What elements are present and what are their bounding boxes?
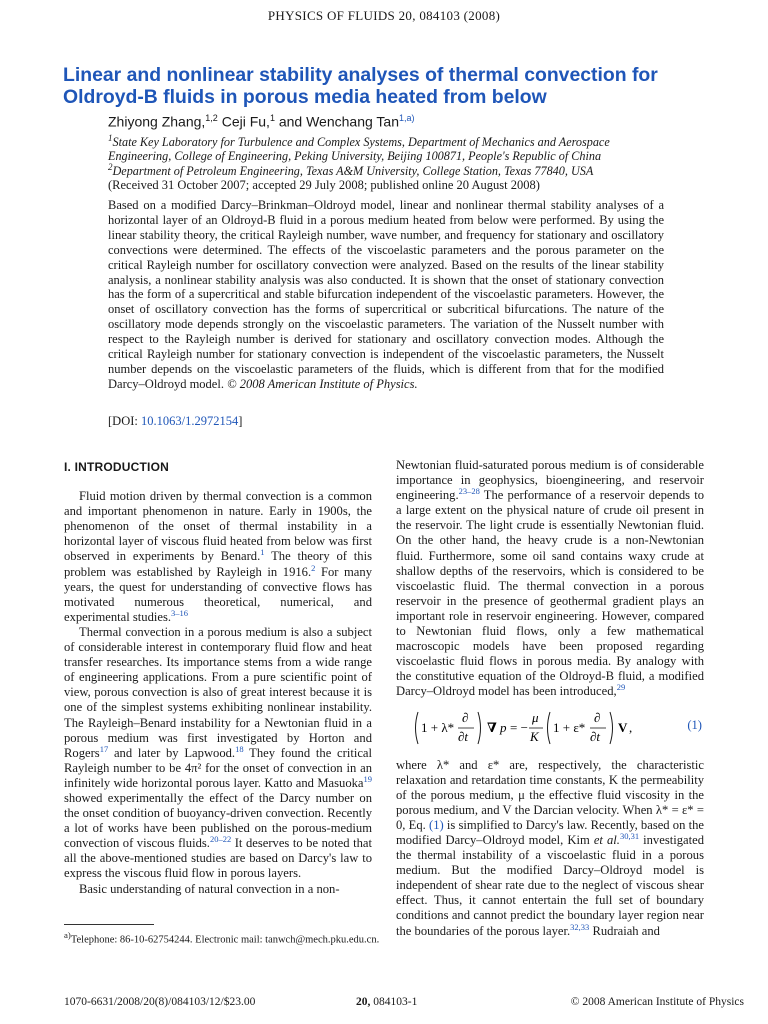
footnote xyxy=(64,930,379,946)
svg-text:V: V xyxy=(618,719,628,735)
svg-text:μ: μ xyxy=(532,709,539,725)
svg-text:1 + λ*: 1 + λ* xyxy=(421,719,455,735)
author-affil-mark: 1 xyxy=(269,113,275,123)
citation-link[interactable]: 20–22 xyxy=(209,834,232,845)
paragraph: Newtonian fluid-saturated porous medium is of considerable importance in geophysics, bioengineering, and reservoir engineering.$^{23-28}$ The performance of a reservoir depends to a large extent on the physical nature of crude oil present in the reservoir. The light crude is essentially Newtonian fluid. On the other hand, the heavy crude is a non-Newtonian fluid. Furthermore, some oil sand contains waxy crude at shallow depths of the reservoirs, which is considered to be viscoelastic fluid. The thermal convection in a porous reservoir in the presence of geothermal gradient plays an important role in reservoir engineering. However, compared to Newtonian fluid flows, only a few mathematical macroscopic models have been proposed regarding viscoelastic fluid flows in porous media. By analogy with the constitutive equation of the Oldroyd-B fluid, a modified Darcy–Oldroyd model has been introduced,$^{29}$ xyxy=(396,458,704,699)
author-footnote-link[interactable]: 1,a) xyxy=(398,113,415,123)
citation-link[interactable]: 1 xyxy=(260,547,265,558)
svg-text:1 + ε*: 1 + ε* xyxy=(553,719,586,735)
paragraph: Fluid motion driven by thermal convection is a common and important phenomenon in nature. Early in 1900s, the phenomenon of the onset of thermal instability in a horizontal layer of viscous fluid heated from below was first observed in experiments by Benard.$^1$ The theory of this problem was established by Rayleigh in 1916.$^2$ For many years, the quest for understanding of convective flows has motivated numerous theoretical, numerical, and experimental studies.$^{3-16}$ xyxy=(64,489,373,624)
footnote-mark: a) xyxy=(64,930,71,940)
equation-ref-link[interactable]: (1) xyxy=(429,817,444,832)
paragraph: Basic understanding of natural convection in a non- xyxy=(79,881,340,896)
paper-title: Linear and nonlinear stability analyses of thermal convection for Oldroyd-B fluids in porous media heated from below xyxy=(63,64,658,108)
equation-number[interactable]: (1) xyxy=(687,717,702,732)
affil-mark: 2 xyxy=(108,162,113,172)
affil-text: State Key Laboratory for Turbulence and Complex Systems, Department of Mechanics and Aerospace Engineering, College of Engineering, Peking University, Beijing 100871, People's Republic of China xyxy=(108,135,610,164)
svg-text:∂: ∂ xyxy=(462,709,469,725)
citation-link[interactable]: 2 xyxy=(311,562,316,573)
citation-link[interactable]: 18 xyxy=(235,743,244,754)
abstract xyxy=(108,198,664,392)
abstract-text: Based on a modified Darcy–Brinkman–Oldroyd model, linear and nonlinear thermal stability analyses of a horizontal layer of an Oldroyd-B fluid in a porous medium heated from below were performed. By using the linear stability theory, the critical Rayleigh number, wave number, and frequency for stationary and oscillatory convections were determined. The effects of the viscoelastic parameters and the porous parameter on the critical Rayleigh number for oscillatory convection were analyzed. Based on the results of the linear stability analysis, a nonlinear stability analysis was also conducted. It is shown that the onset of stationary convection has the form of a supercritical and stable bifurcation independent of the viscoelastic parameters. However, the onset of oscillatory convection has the forms of supercritical or subcritical bifurcations. The nature of the oscillatory mode depends strongly on the viscoelastic parameters. The variation of the Nusselt number with respect to the Rayleigh number is derived for stationary and oscillatory convection modes. Although the critical Rayleigh number for stationary convection is independent of the viscoelastic parameters, the Nusselt number depends on the viscoelastic parameters of the fluids, which is different from that for the modified Darcy–Oldroyd model. xyxy=(108,198,664,391)
citation-link[interactable]: 17 xyxy=(99,743,109,754)
svg-text:∂t: ∂t xyxy=(458,728,469,744)
author-name: and Wenchang Tan xyxy=(274,113,399,130)
doi-suffix: ] xyxy=(238,414,243,428)
citation-link[interactable]: 23–28 xyxy=(458,486,480,496)
doi xyxy=(108,414,242,429)
left-column xyxy=(64,458,372,897)
footer-page-number: 20, 084103-1 xyxy=(356,996,418,1008)
affil-text: Department of Petroleum Engineering, Texas A&M University, College Station, Texas 77840, USA xyxy=(112,164,594,179)
footer-issn: 1070-6631/2008/20(8)/084103/12/$23.00 xyxy=(64,996,256,1008)
author-name: Zhiyong Zhang, xyxy=(108,113,206,130)
section-heading: I. INTRODUCTION xyxy=(64,460,169,474)
author-affil-mark: 1,2 xyxy=(205,113,218,123)
right-column xyxy=(396,458,704,939)
received-dates: (Received 31 October 2007; accepted 29 July 2008; published online 20 August 2008) xyxy=(108,178,540,192)
svg-text:= −: = − xyxy=(510,719,528,735)
author-list xyxy=(108,113,415,130)
doi-prefix: [DOI: xyxy=(108,414,141,428)
author-name: Ceji Fu, xyxy=(217,113,270,130)
darcy-oldroyd-equation xyxy=(412,708,652,748)
svg-text:∇: ∇ xyxy=(487,719,497,735)
svg-text:∂t: ∂t xyxy=(590,728,601,744)
citation-link[interactable]: 29 xyxy=(616,682,626,693)
svg-text:p: p xyxy=(500,719,507,735)
svg-text:,: , xyxy=(629,719,633,735)
paragraph: where λ* and ε* are, respectively, the characteristic relaxation and retardation time constants, K the permeability of the porous medium, μ the effective fluid viscosity in the porous medium, and V the Darcian velocity. When λ* = ε* = 0, Eq. (1) is simplified to Darcy's law. Recently, based on the modified Darcy–Oldroyd model, Kim et al.$^{30,31}$ investigated the thermal instability of a viscoelastic fluid in a porous medium. But the modified Darcy–Oldroyd model is independent of shear rate due to the neglect of viscous shear effect. Thus, it cannot entertain the full set of boundary conditions and cannot predict the boundary layer region near the boundaries of the porous layer.$^{32,33}$ Rudraiah and xyxy=(396,757,704,938)
citation-link[interactable]: 32,33 xyxy=(570,921,590,932)
svg-text:∂: ∂ xyxy=(594,709,601,725)
citation-link[interactable]: 30,31 xyxy=(619,830,640,841)
footer-copyright: © 2008 American Institute of Physics xyxy=(570,996,744,1008)
paragraph: Thermal convection in a porous medium is also a subject of considerable interest in contemporary fluid flow and heat transfer researches. Its importance stems from a wide range of engineering applications. From a pure scientific point of view, porous convection is also of great interest because it is one of the simplest systems exhibiting nonlinear instability. The Rayleigh–Benard instability for a Newtonian fluid in a porous medium was first investigated by Horton and Rogers$^{17}$ and later by Lapwood.$^{18}$ They found the critical Rayleigh number to be 4π² for the onset of convection in an infinitely wide horizontal porous layer. Katto and Masuoka$^{19}$ showed experimentally the effect of the Darcy number on the onset condition of buoyancy-driven convection. Recently a lot of works have been published on the porous-medium convection of viscous fluids.$^{20-22}$ It deserves to be noted that all the above-mentioned studies are based on Darcy's law to express the viscous fluid flow in porous layers. xyxy=(64,624,372,881)
affiliation-2 xyxy=(108,160,668,178)
doi-link[interactable]: 10.1063/1.2972154 xyxy=(140,414,239,428)
copyright-note: © 2008 American Institute of Physics. xyxy=(227,376,418,391)
citation-link[interactable]: 19 xyxy=(363,773,372,784)
affiliation-1 xyxy=(108,131,668,163)
journal-header: PHYSICS OF FLUIDS 20, 084103 (2008) xyxy=(267,8,501,23)
equation-block xyxy=(396,704,704,752)
svg-text:K: K xyxy=(530,728,539,744)
citation-link[interactable]: 3–16 xyxy=(171,607,189,618)
footnote-text: Telephone: 86-10-62754244. Electronic mail: tanwch@mech.pku.edu.cn. xyxy=(70,934,380,946)
affil-mark: 1 xyxy=(108,133,113,143)
footnote-divider xyxy=(64,924,154,925)
